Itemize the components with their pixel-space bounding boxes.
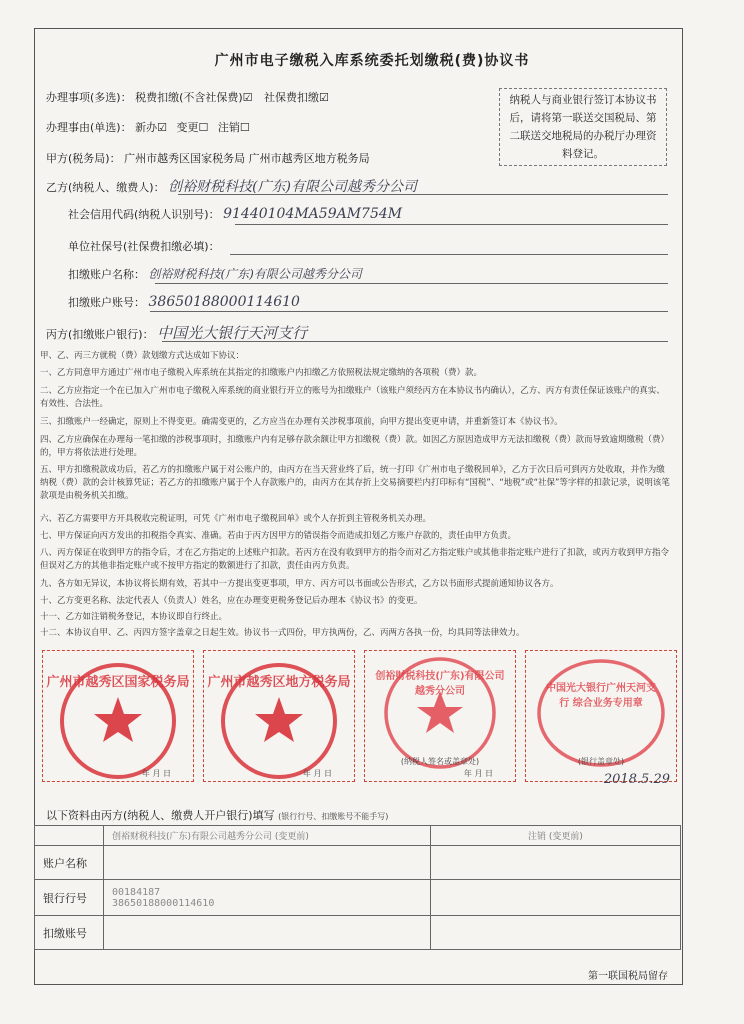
seal-box-state-tax — [42, 650, 194, 782]
instruction-note: 纳税人与商业银行签订本协议书后，请将第一联送交国税局、第二联送交地税局的办税厅办理资料登记。 — [499, 88, 667, 166]
items-row — [46, 89, 329, 105]
party-c-value: 中国光大银行天河支行 — [157, 324, 308, 342]
row1-label: 账户名称 — [35, 846, 104, 880]
copy-footer: 第一联国税局留存 — [588, 971, 668, 982]
reason-label: 办理事由(单选)： — [46, 121, 132, 134]
party-c-label: 丙方(扣缴账户银行)： — [46, 328, 154, 341]
taxpayer-seal-date: 年 月 日 — [463, 769, 493, 778]
seal-box-bank — [525, 650, 677, 787]
seal-box-taxpayer — [364, 650, 516, 782]
row3-label: 扣缴账号 — [35, 916, 104, 950]
reason-opt-change[interactable]: 变更☐ — [176, 121, 209, 134]
header-left-text: 创裕财税科技(广东)有限公司越秀分公司 — [112, 832, 273, 842]
clause-9: 九、各方如无异议，本协议将长期有效，若其中一方提出变更事项，甲方、丙方可以书面或公告形式，乙方以书面形式提前通知协议各方。 — [40, 579, 559, 589]
credit-code-underline — [235, 224, 668, 225]
clause-6: 六、若乙方需要甲方开具税收完税证明，可凭《广州市电子缴税回单》或个人存折到主管税务机关办理。 — [40, 514, 432, 524]
header-left-sub: (变更前) — [274, 832, 309, 842]
clause-4: 四、乙方应确保在办理每一笔扣缴的涉税事项时，扣缴账户内有足够存款余额让甲方扣缴税（费）款。如因乙方原因造成甲方无法扣缴税（费）款而导致逾期缴税（费）的，甲方将依法进行处理。 — [40, 435, 670, 458]
row1-value[interactable] — [104, 846, 431, 880]
clause-11: 十一、乙方如注销税务登记，本协议即自行终止。 — [40, 612, 228, 622]
clause-7: 七、甲方保证向丙方发出的扣税指令真实、准确。若由于丙方因甲方的错误指令而造成扣划乙方账户存款的，责任由甲方负责。 — [40, 531, 517, 541]
lower-title-note: (银行行号、扣缴账号不能手写) — [278, 812, 389, 821]
account-number-stamp: 38650188000114610 — [112, 897, 215, 909]
party-b-label: 乙方(纳税人、缴费人)： — [46, 181, 165, 194]
social-no-row — [68, 238, 220, 254]
party-b-row — [46, 176, 417, 196]
credit-code-row — [68, 206, 402, 222]
acct-name-label: 扣缴账户名称： — [68, 268, 145, 281]
row3-value[interactable] — [104, 916, 431, 950]
party-a-row — [46, 150, 370, 166]
taxpayer-seal-caption: (纳税人签名或盖章处) — [400, 757, 480, 766]
items-label: 办理事项(多选)： — [46, 91, 132, 104]
party-a-label: 甲方(税务局)： — [46, 152, 121, 165]
reason-opt-new[interactable]: 新办☑ — [135, 121, 167, 134]
bank-info-table — [34, 825, 681, 950]
table-row — [35, 916, 681, 950]
party-b-underline — [178, 194, 668, 195]
bank-seal-caption: (银行盖章处) — [577, 757, 625, 766]
clause-1: 一、乙方同意甲方通过广州市电子缴税入库系统在其指定的扣缴账户内扣缴乙方依照税法规定缴纳的各项税（费）款。 — [40, 368, 483, 378]
header-left-cell — [104, 826, 431, 846]
items-opt-social[interactable]: 社保费扣缴☑ — [264, 91, 329, 104]
reason-opt-cancel[interactable]: 注销☐ — [217, 121, 250, 134]
acct-no-label: 扣缴账户账号： — [68, 296, 145, 309]
bank-seal-handwritten-date: 2018.5.29 — [603, 772, 670, 787]
local-tax-seal-text: 广州市越秀区地方税务局 — [207, 675, 351, 690]
table-row — [35, 826, 681, 846]
clause-2: 二、乙方应指定一个在已加入广州市电子缴税入库系统的商业银行开立的账号为扣缴账户（该账户须经丙方在本协议书内确认），乙方、丙方有责任保证该账户的真实、有效性、合法性。 — [40, 386, 665, 409]
seal-box-local-tax — [203, 650, 355, 782]
acct-no-row — [68, 294, 300, 310]
acct-name-value: 创裕财税科技(广东)有限公司越秀分公司 — [148, 267, 362, 281]
taxpayer-seal-text: 创裕财税科技(广东)有限公司越秀分公司 — [375, 671, 505, 697]
state-tax-seal-text: 广州市越秀区国家税务局 — [46, 675, 190, 690]
items-opt-tax[interactable]: 税费扣缴(不含社保费)☑ — [135, 91, 253, 104]
party-c-row — [46, 322, 307, 343]
bank-code: 00184187 — [112, 886, 161, 898]
clause-3: 三、扣缴账户一经确定，原则上不得变更。确需变更的，乙方应当在办理有关涉税事项前，向甲方提出变更申请，并重新签订本《协议书》。 — [40, 417, 563, 427]
row2-value[interactable] — [104, 880, 431, 916]
header-right-cell: 注销 (变更前) — [431, 826, 681, 846]
acct-name-row — [68, 265, 362, 282]
party-a-value: 广州市越秀区国家税务局 广州市越秀区地方税务局 — [124, 152, 370, 165]
credit-code-value: 91440104MA59AM754M — [223, 206, 403, 222]
table-row — [35, 880, 681, 916]
clause-12: 十二、本协议自甲、乙、丙四方签字盖章之日起生效。协议书一式四份，甲方执两份，乙、丙两方各执一份，均具同等法律效力。 — [40, 628, 525, 638]
page-title: 广州市电子缴税入库系统委托划缴税(费)协议书 — [214, 53, 530, 69]
lower-title-text: 以下资料由丙方(纳税人、缴费人开户银行)填写 — [46, 809, 275, 822]
acct-no-underline — [150, 311, 668, 312]
social-no-underline — [230, 254, 668, 255]
acct-name-underline — [155, 283, 668, 284]
lower-section-title — [46, 807, 388, 823]
clause-8: 八、丙方保证在收到甲方的指令后，才在乙方指定的上述账户扣款。若丙方在没有收到甲方的指令而对乙方指定账户或其他非指定账户进行了扣款，或丙方收到甲方指令但误对乙方的其他非指定账户或不按甲方指定的数额进行了扣款，责任由丙方负责。 — [40, 548, 670, 571]
acct-no-value: 38650188000114610 — [148, 294, 300, 310]
reason-row — [46, 119, 250, 135]
clause-10: 十、乙方变更名称、法定代表人（负责人）姓名，应在办理变更税务登记后办理本《协议书》的变更。 — [40, 596, 423, 606]
bank-seal-text: 中国光大银行广州天河支行 综合业务专用章 — [546, 683, 656, 709]
table-row — [35, 846, 681, 880]
row2-label: 银行行号 — [35, 880, 104, 916]
clause-0: 甲、乙、丙三方就税（费）款划缴方式达成如下协议： — [40, 351, 245, 361]
social-no-label: 单位社保号(社保费扣缴必填)： — [68, 240, 220, 253]
credit-code-label: 社会信用代码(纳税人识别号)： — [68, 208, 220, 221]
local-tax-seal-date: 年 月 日 — [302, 769, 332, 778]
party-b-value: 创裕财税科技(广东)有限公司越秀分公司 — [168, 179, 418, 195]
clause-5: 五、甲方扣缴税款成功后，若乙方的扣缴账户属于对公账户的，由丙方在当天营业终了后，统一打印《广州市电子缴税回单》，乙方于次日后可到丙方处收取，并作为缴纳税（费）款的会计核算凭证；若乙方的扣缴账户属于个人存款账户的，由丙方在其存折上交易摘要栏内打印标有“国税”、“地税”或“社保”等字样的扣款记录，说明该笔款项是由税务机关扣缴。 — [40, 465, 670, 501]
state-tax-seal-date: 年 月 日 — [141, 769, 171, 778]
party-c-underline — [162, 341, 668, 342]
